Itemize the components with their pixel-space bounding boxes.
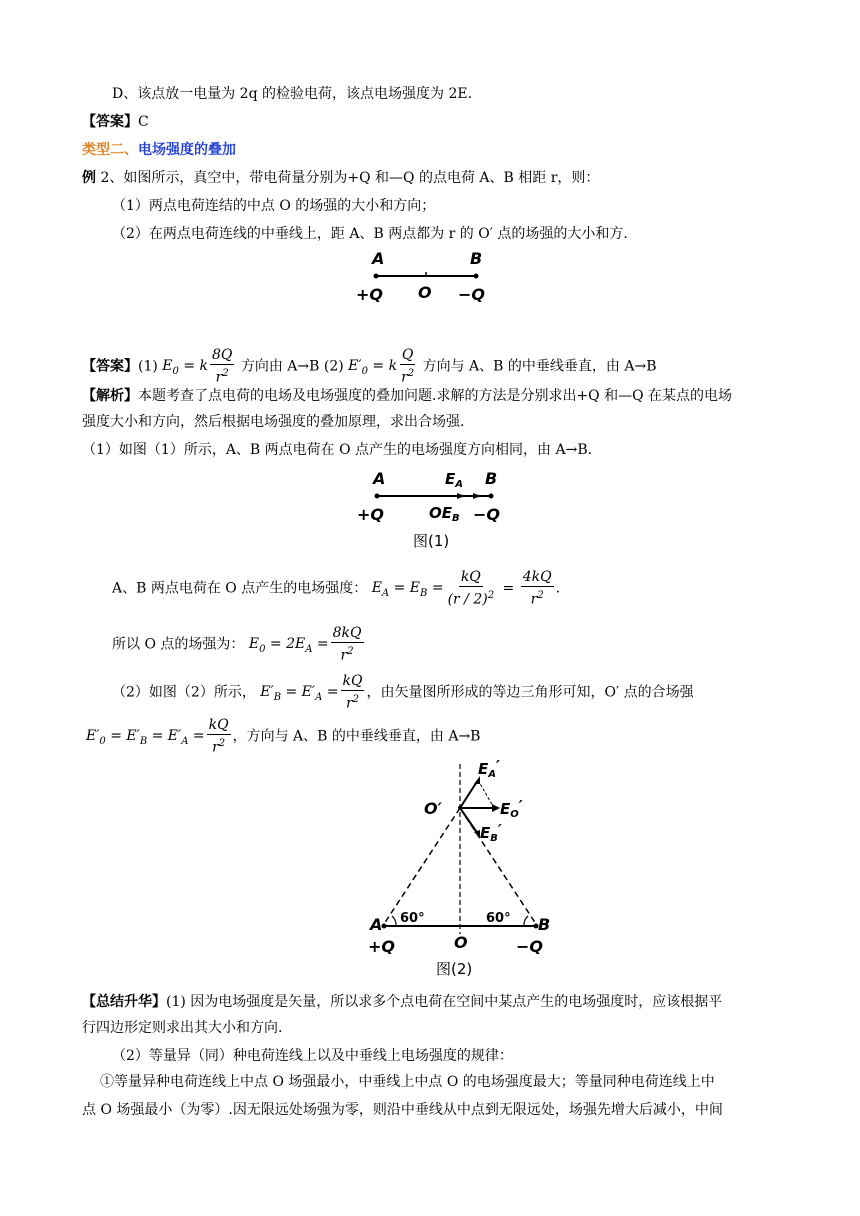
formula-e0-prime: $E'_0 = k$ (348, 358, 398, 378)
fig1-label-pq: +Q (357, 505, 385, 524)
fig2-label-eb: $E_B'$ (480, 821, 502, 844)
fig1-point-a (375, 494, 380, 499)
fig2-label-eo: $E_O'$ (500, 797, 523, 820)
fraction-4kq-r2: $\frac{4kQ}{r^2}$ (522, 569, 552, 608)
option-d: D、该点放一电量为 2q 的检验电荷，该点电场强度为 2E. (112, 86, 473, 102)
example-tag: 例 (82, 170, 96, 186)
explanation-text-6a: （2）如图（2）所示， (112, 684, 256, 701)
explanation-line-2: 强度大小和方向，然后根据电场强度的叠加原理，求出合场强. (82, 414, 465, 430)
fraction-q-r2: $\frac{Q}{r^2}$ (401, 347, 415, 386)
answer2-tag: 【答案】 (82, 358, 138, 375)
fig0-label-pq: +Q (356, 285, 384, 304)
fig2-label-mq: −Q (516, 937, 544, 956)
example-text: 2、如图所示，真空中，带电荷量分别为+Q 和—Q 的点电荷 A、B 相距 r，则： (96, 170, 600, 186)
fraction-kq-r2: $\frac{kQ}{r^2}$ (342, 673, 363, 712)
fig0-point-b (474, 274, 479, 279)
fig1-label-ea: $E_A$ (445, 470, 463, 490)
section-label: 类型二、 (82, 142, 138, 158)
fig1-label-mq: −Q (473, 505, 501, 524)
question-2: （2）在两点电荷连线的中垂线上，距 A、B 两点都为 r 的 O′ 点的场强的大小和方. (112, 226, 628, 242)
fig2-label-pq: +Q (368, 937, 396, 956)
fig0-label-o: O (418, 283, 432, 302)
explanation-text-6b: ，由矢量图所形成的等边三角形可知，O′ 点的合场强 (366, 684, 694, 701)
summary-line-2: 行四边形定则求出其大小和方向. (82, 1020, 283, 1036)
explanation-line-7 (86, 716, 480, 762)
explanation-text-5: 所以 O 点的场强为： (112, 636, 245, 653)
fraction-8kq-r2: $\frac{8kQ}{r^2}$ (332, 625, 362, 664)
explanation-line-5 (112, 624, 366, 670)
explanation-line-3: （1）如图（1）所示，A、B 两点电荷在 O 点产生的电场强度方向相同，由 A→B. (82, 442, 593, 458)
formula-e0-prime-sum: $E'_0 = E'_B = E'_A$ = (86, 728, 205, 748)
explanation-text-1: 本题考查了点电荷的电场及电场强度的叠加问题.求解的方法是分别求出+Q 和—Q 在某点的电场 (138, 388, 733, 404)
fig1-arrow-ea (457, 493, 465, 499)
fraction-kq-r2-b: $\frac{kQ}{r^2}$ (208, 717, 229, 756)
answer-1 (82, 112, 149, 132)
section-heading (82, 140, 236, 160)
summary-text-1: (1) 因为电场强度是矢量，所以求多个点电荷在空间中某点产生的电场强度时，应该根据平 (166, 994, 723, 1010)
fig2-label-o: O (454, 933, 468, 952)
answer-2 (82, 346, 657, 390)
fig2-vector-ea (460, 780, 478, 808)
formula-ea-eb: $E_A = E_B$ = (371, 580, 444, 600)
fig1-label-b: B (485, 469, 498, 488)
fig2-angle-arc-a (392, 916, 396, 926)
formula-eb-ea-prime: $E'_B = E'_A$ = (260, 684, 339, 704)
figure-charges (350, 248, 510, 308)
fig2-vector-eb (460, 808, 478, 834)
figure-2 (366, 758, 556, 980)
fig0-label-mq: −Q (458, 285, 486, 304)
answer-value: C (138, 114, 149, 130)
summary-tag: 【总结升华】 (82, 994, 166, 1010)
fig1-label-oeb: $OE_B$ (429, 504, 460, 524)
section-title: 电场强度的叠加 (138, 142, 236, 158)
answer2-dir1: 方向由 A→B (2) (240, 358, 349, 375)
fig1-caption: 图(1) (413, 532, 450, 550)
answer2-dir2: 方向与 A、B 的中垂线垂直，由 A→B (422, 358, 657, 375)
summary-line-4: ①等量异种电荷连线上中点 O 场强最小，中垂线上中点 O 的电场强度最大；等量同种电荷连线上中 (100, 1074, 715, 1090)
explanation-text-7: ，方向与 A、B 的中垂线垂直，由 A→B (232, 728, 481, 745)
fig2-angle-a: 60° (400, 911, 425, 926)
example-2 (82, 168, 599, 188)
fig1-point-b (489, 494, 494, 499)
figure-1 (357, 466, 517, 552)
fig2-caption: 图(2) (436, 960, 473, 978)
fig2-label-ea: $E_A'$ (478, 758, 500, 780)
formula-e0-2ea: $E_0 = 2E_A$ = (248, 636, 329, 656)
fig0-label-a: A (372, 249, 385, 268)
formula-equals: = (498, 580, 519, 597)
explanation-line-4: A、B 两点电荷在 O 点产生的电场强度： $E_A = E_B$ = $\frac{kQ}{(r / 2)^2}$ = $\frac{4kQ}{r^2}$ . (112, 569, 561, 608)
explanation-text-4: A、B 两点电荷在 O 点产生的电场强度： (112, 580, 368, 597)
explanation-tag: 【解析】 (82, 388, 138, 404)
fig2-arrowhead-eo (492, 804, 500, 812)
fig2-label-b: B (538, 915, 551, 934)
fig2-angle-arc-b (524, 916, 528, 926)
explanation-line-6 (112, 672, 694, 718)
fig2-label-a: A (370, 915, 383, 934)
summary-line-3: （2）等量异（同）种电荷连线上以及中垂线上电场强度的规律： (112, 1048, 513, 1064)
answer-tag: 【答案】 (82, 114, 138, 130)
fig2-angle-b: 60° (486, 911, 511, 926)
fig2-dashed-closure (478, 780, 494, 808)
answer2-part1: (1) (138, 358, 163, 375)
fraction-8q-r2: $\frac{8Q}{r^2}$ (212, 347, 233, 386)
question-1: （1）两点电荷连结的中点 O 的场强的大小和方向； (112, 198, 436, 214)
fig0-point-a (374, 274, 379, 279)
explanation-line-1 (82, 386, 732, 406)
fig0-label-b: B (470, 249, 483, 268)
fig2-dashed-ao (384, 808, 460, 924)
summary-line-1 (82, 992, 722, 1012)
fig1-label-a: A (373, 469, 386, 488)
fraction-kq-r2-half: $\frac{kQ}{(r / 2)^2}$ (447, 569, 495, 608)
summary-line-5: 点 O 场强最小（为零）.因无限远处场强为零，则沿中垂线从中点到无限远处，场强先增大后减小，中间 (82, 1102, 723, 1118)
fig2-label-op: O′ (424, 799, 442, 818)
fig1-arrow-eb (473, 493, 481, 499)
formula-e0: $E_0 = k$ (162, 358, 209, 378)
